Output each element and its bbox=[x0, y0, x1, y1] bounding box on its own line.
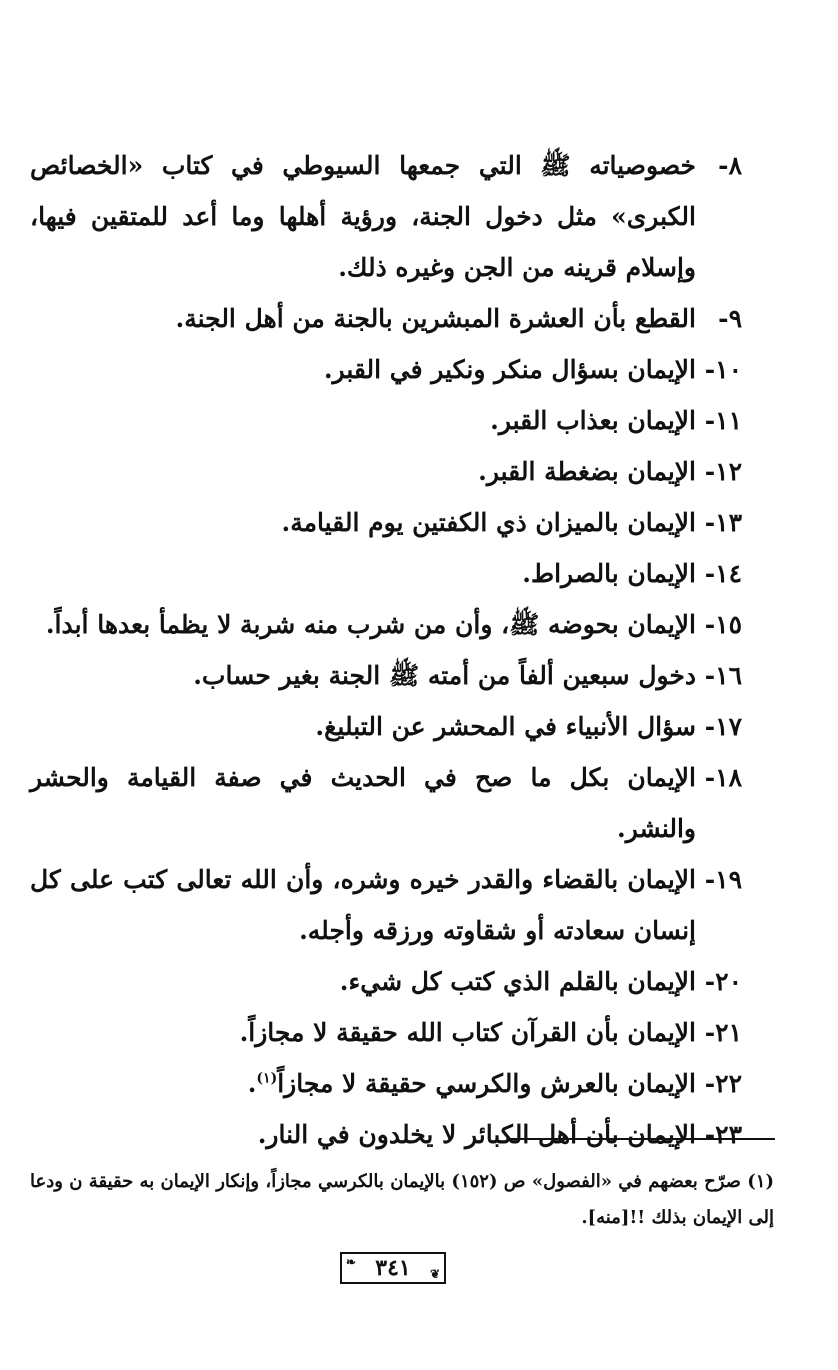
list-item bbox=[30, 752, 742, 854]
item-text: الإيمان بحوضه ﷺ، وأن من شرب منه شربة لا يظمأ بعدها أبداً. bbox=[45, 610, 696, 639]
item-text: الإيمان بالميزان ذي الكفتين يوم القيامة. bbox=[281, 508, 696, 537]
item-number: ٢٠- bbox=[704, 967, 742, 996]
item-text: الإيمان بكل ما صح في الحديث في صفة القيامة والحشر والنشر. bbox=[30, 763, 696, 843]
item-number: ١٠- bbox=[704, 355, 742, 384]
item-number: ١٩- bbox=[704, 865, 742, 894]
list-item bbox=[30, 1058, 742, 1109]
item-text: سؤال الأنبياء في المحشر عن التبليغ. bbox=[315, 712, 696, 741]
item-number: ٨- bbox=[718, 151, 742, 180]
item-text-end: . bbox=[247, 1069, 257, 1098]
list-item bbox=[30, 1109, 742, 1160]
footnote: (١) صرّح بعضهم في «الفصول» ص (١٥٢) بالإيمان بالكرسي مجازاً، وإنكار الإيمان به حقيقة ن ودعا إلى الإيمان بذلك !![منه]. bbox=[30, 1171, 774, 1228]
item-number: ١٣- bbox=[704, 508, 742, 537]
item-text-body: الإيمان بالعرش والكرسي حقيقة لا مجازاً bbox=[277, 1069, 696, 1098]
item-text: الإيمان بالقلم الذي كتب كل شيء. bbox=[339, 967, 696, 996]
item-text: دخول سبعين ألفاً من أمته ﷺ الجنة بغير حساب. bbox=[193, 661, 696, 690]
item-number: ١٢- bbox=[704, 457, 742, 486]
item-number: ٢١- bbox=[704, 1018, 742, 1047]
item-text: الإيمان بضغطة القبر. bbox=[478, 457, 696, 486]
item-number: ٩- bbox=[718, 304, 742, 333]
footnote-reference[interactable]: (١) bbox=[256, 1070, 278, 1087]
item-number: ٢٣- bbox=[704, 1120, 742, 1149]
item-text bbox=[30, 1058, 696, 1109]
item-number: ١١- bbox=[704, 406, 742, 435]
list-item bbox=[30, 497, 742, 548]
ornament-icon: ❦ bbox=[429, 1267, 440, 1281]
list-item bbox=[30, 854, 742, 956]
item-text: خصوصياته ﷺ التي جمعها السيوطي في كتاب «الخصائص الكبرى» مثل دخول الجنة، ورؤية أهلها وما أعد للمتقين فيها، وإسلام قرينه من الجن وغيره ذلك. bbox=[30, 151, 696, 282]
item-text: القطع بأن العشرة المبشرين بالجنة من أهل الجنة. bbox=[175, 304, 696, 333]
list-item bbox=[30, 956, 742, 1007]
list-item bbox=[30, 344, 742, 395]
list-item bbox=[30, 395, 742, 446]
list-item bbox=[30, 650, 742, 701]
footnote-separator bbox=[510, 1138, 775, 1140]
list-item bbox=[30, 140, 742, 293]
page-number-box bbox=[340, 1252, 446, 1284]
item-number: ١٤- bbox=[704, 559, 742, 588]
item-number: ١٨- bbox=[704, 763, 742, 792]
list-item bbox=[30, 701, 742, 752]
belief-list bbox=[30, 140, 742, 1160]
item-text: الإيمان بالقضاء والقدر خيره وشره، وأن الله تعالى كتب على كل إنسان سعادته أو شقاوته ورزقه وأجله. bbox=[30, 865, 696, 945]
list-item bbox=[30, 1007, 742, 1058]
item-text: الإيمان بأن أهل الكبائر لا يخلدون في النار. bbox=[257, 1120, 696, 1149]
item-text: الإيمان بالصراط. bbox=[522, 559, 696, 588]
item-number: ١٦- bbox=[704, 661, 742, 690]
item-number: ١٥- bbox=[704, 610, 742, 639]
list-item bbox=[30, 293, 742, 344]
item-text: الإيمان بأن القرآن كتاب الله حقيقة لا مجازاً. bbox=[239, 1018, 696, 1047]
list-item bbox=[30, 599, 742, 650]
item-number: ٢٢- bbox=[704, 1069, 742, 1098]
item-text: الإيمان بسؤال منكر ونكير في القبر. bbox=[323, 355, 696, 384]
list-item bbox=[30, 446, 742, 497]
item-text: الإيمان بعذاب القبر. bbox=[490, 406, 696, 435]
list-item bbox=[30, 548, 742, 599]
item-number: ١٧- bbox=[704, 712, 742, 741]
page-number: ٣٤١ bbox=[375, 1255, 411, 1281]
ornament-icon: ❧ bbox=[346, 1255, 357, 1269]
